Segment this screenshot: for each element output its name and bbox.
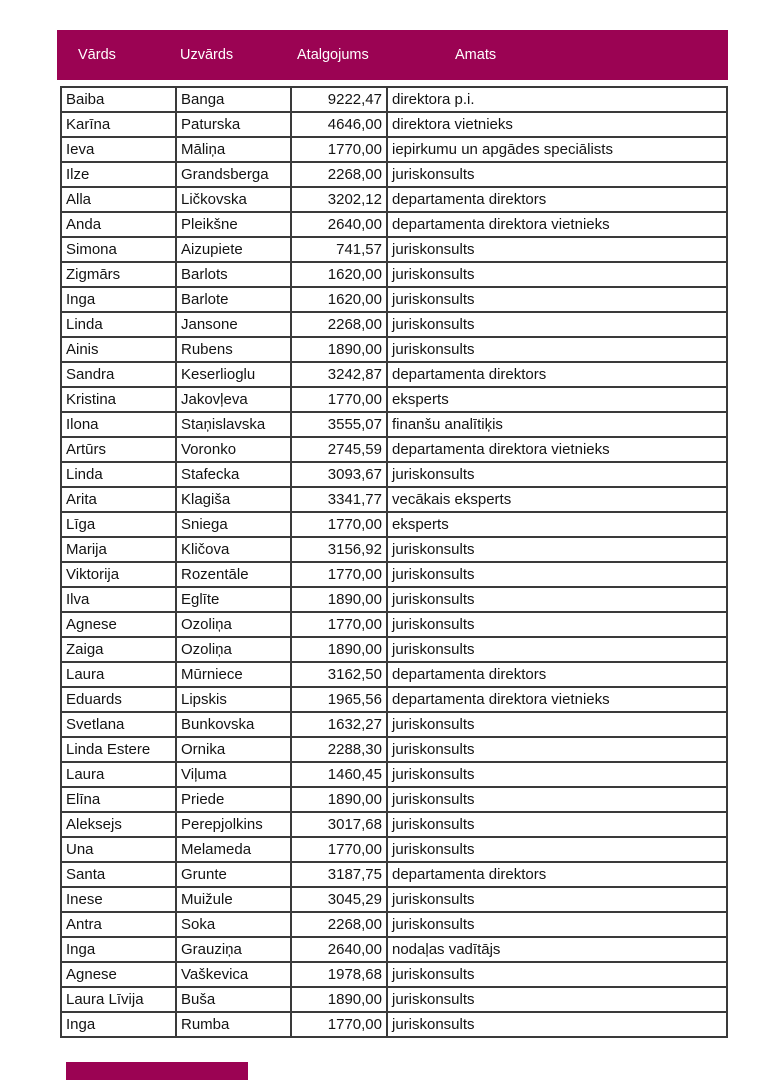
- first-name-cell: Laura: [61, 662, 176, 687]
- last-name-cell: Stafecka: [176, 462, 291, 487]
- last-name-cell: Keserlioglu: [176, 362, 291, 387]
- position-cell: departamenta direktora vietnieks: [387, 437, 727, 462]
- table-row: [61, 912, 727, 937]
- salary-cell: 1770,00: [291, 387, 387, 412]
- first-name-cell: Alla: [61, 187, 176, 212]
- table-row: [61, 687, 727, 712]
- table-row: [61, 737, 727, 762]
- last-name-cell: Lipskis: [176, 687, 291, 712]
- position-cell: vecākais eksperts: [387, 487, 727, 512]
- last-name-cell: Banga: [176, 87, 291, 112]
- first-name-cell: Elīna: [61, 787, 176, 812]
- salary-cell: 3555,07: [291, 412, 387, 437]
- last-name-cell: Eglīte: [176, 587, 291, 612]
- salary-cell: 9222,47: [291, 87, 387, 112]
- salary-cell: 1965,56: [291, 687, 387, 712]
- position-cell: direktora vietnieks: [387, 112, 727, 137]
- first-name-cell: Aleksejs: [61, 812, 176, 837]
- salary-cell: 4646,00: [291, 112, 387, 137]
- position-cell: juriskonsults: [387, 262, 727, 287]
- last-name-cell: Mūrniece: [176, 662, 291, 687]
- first-name-cell: Linda: [61, 312, 176, 337]
- table-row: [61, 262, 727, 287]
- last-name-cell: Ozoliņa: [176, 637, 291, 662]
- table-row: [61, 212, 727, 237]
- table-row: [61, 937, 727, 962]
- last-name-cell: Soka: [176, 912, 291, 937]
- salary-cell: 1770,00: [291, 1012, 387, 1037]
- first-name-cell: Karīna: [61, 112, 176, 137]
- salary-cell: 2640,00: [291, 212, 387, 237]
- first-name-cell: Agnese: [61, 612, 176, 637]
- last-name-cell: Jakovļeva: [176, 387, 291, 412]
- last-name-cell: Barlots: [176, 262, 291, 287]
- first-name-cell: Ilze: [61, 162, 176, 187]
- last-name-cell: Viļuma: [176, 762, 291, 787]
- salary-cell: 2268,00: [291, 912, 387, 937]
- first-name-cell: Inese: [61, 887, 176, 912]
- salary-cell: 1770,00: [291, 612, 387, 637]
- salary-cell: 1770,00: [291, 562, 387, 587]
- position-cell: juriskonsults: [387, 837, 727, 862]
- salary-cell: 2640,00: [291, 937, 387, 962]
- last-name-cell: Grunte: [176, 862, 291, 887]
- position-cell: juriskonsults: [387, 287, 727, 312]
- position-cell: juriskonsults: [387, 1012, 727, 1037]
- position-cell: juriskonsults: [387, 462, 727, 487]
- salary-cell: 1632,27: [291, 712, 387, 737]
- salary-table: [60, 86, 728, 1038]
- position-cell: departamenta direktors: [387, 662, 727, 687]
- table-row: [61, 862, 727, 887]
- table-row: [61, 137, 727, 162]
- column-header-amats: Amats: [455, 47, 497, 63]
- first-name-cell: Līga: [61, 512, 176, 537]
- first-name-cell: Zaiga: [61, 637, 176, 662]
- table-row: [61, 612, 727, 637]
- first-name-cell: Santa: [61, 862, 176, 887]
- first-name-cell: Inga: [61, 1012, 176, 1037]
- position-cell: departamenta direktora vietnieks: [387, 212, 727, 237]
- salary-cell: 2288,30: [291, 737, 387, 762]
- last-name-cell: Vaškevica: [176, 962, 291, 987]
- first-name-cell: Simona: [61, 237, 176, 262]
- table-row: [61, 187, 727, 212]
- salary-cell: 3017,68: [291, 812, 387, 837]
- table-row: [61, 87, 727, 112]
- position-cell: juriskonsults: [387, 762, 727, 787]
- position-cell: juriskonsults: [387, 587, 727, 612]
- first-name-cell: Artūrs: [61, 437, 176, 462]
- salary-cell: 3242,87: [291, 362, 387, 387]
- last-name-cell: Pleikšne: [176, 212, 291, 237]
- last-name-cell: Barlote: [176, 287, 291, 312]
- first-name-cell: Linda: [61, 462, 176, 487]
- last-name-cell: Māliņa: [176, 137, 291, 162]
- first-name-cell: Laura Līvija: [61, 987, 176, 1012]
- last-name-cell: Buša: [176, 987, 291, 1012]
- salary-cell: 3156,92: [291, 537, 387, 562]
- salary-cell: 741,57: [291, 237, 387, 262]
- salary-cell: 3162,50: [291, 662, 387, 687]
- position-cell: nodaļas vadītājs: [387, 937, 727, 962]
- table-row: [61, 587, 727, 612]
- table-row: [61, 112, 727, 137]
- first-name-cell: Una: [61, 837, 176, 862]
- position-cell: eksperts: [387, 512, 727, 537]
- salary-cell: 1890,00: [291, 987, 387, 1012]
- first-name-cell: Inga: [61, 287, 176, 312]
- position-cell: juriskonsults: [387, 962, 727, 987]
- table-header-bar: [57, 30, 728, 80]
- last-name-cell: Grauziņa: [176, 937, 291, 962]
- table-row: [61, 437, 727, 462]
- first-name-cell: Laura: [61, 762, 176, 787]
- table-row: [61, 537, 727, 562]
- first-name-cell: Zigmārs: [61, 262, 176, 287]
- position-cell: juriskonsults: [387, 537, 727, 562]
- last-name-cell: Perepjolkins: [176, 812, 291, 837]
- table-row: [61, 637, 727, 662]
- salary-cell: 1890,00: [291, 337, 387, 362]
- table-row: [61, 887, 727, 912]
- first-name-cell: Ainis: [61, 337, 176, 362]
- salary-cell: 2745,59: [291, 437, 387, 462]
- last-name-cell: Ornika: [176, 737, 291, 762]
- salary-cell: 1890,00: [291, 787, 387, 812]
- first-name-cell: Ilva: [61, 587, 176, 612]
- table-row: [61, 387, 727, 412]
- first-name-cell: Sandra: [61, 362, 176, 387]
- position-cell: departamenta direktors: [387, 187, 727, 212]
- salary-cell: 3187,75: [291, 862, 387, 887]
- last-name-cell: Priede: [176, 787, 291, 812]
- table-row: [61, 337, 727, 362]
- table-row: [61, 787, 727, 812]
- table-row: [61, 962, 727, 987]
- position-cell: juriskonsults: [387, 712, 727, 737]
- first-name-cell: Svetlana: [61, 712, 176, 737]
- last-name-cell: Ozoliņa: [176, 612, 291, 637]
- position-cell: departamenta direktora vietnieks: [387, 687, 727, 712]
- last-name-cell: Grandsberga: [176, 162, 291, 187]
- salary-cell: 1620,00: [291, 262, 387, 287]
- table-row: [61, 662, 727, 687]
- salary-cell: 3341,77: [291, 487, 387, 512]
- first-name-cell: Baiba: [61, 87, 176, 112]
- first-name-cell: Marija: [61, 537, 176, 562]
- position-cell: juriskonsults: [387, 337, 727, 362]
- position-cell: juriskonsults: [387, 237, 727, 262]
- table-row: [61, 237, 727, 262]
- column-header-uzvards: Uzvārds: [180, 47, 234, 63]
- table-row: [61, 462, 727, 487]
- first-name-cell: Kristina: [61, 387, 176, 412]
- table-row: [61, 362, 727, 387]
- position-cell: juriskonsults: [387, 812, 727, 837]
- position-cell: direktora p.i.: [387, 87, 727, 112]
- position-cell: finanšu analītiķis: [387, 412, 727, 437]
- position-cell: iepirkumu un apgādes speciālists: [387, 137, 727, 162]
- last-name-cell: Ličkovska: [176, 187, 291, 212]
- salary-cell: 3202,12: [291, 187, 387, 212]
- table-row: [61, 487, 727, 512]
- first-name-cell: Eduards: [61, 687, 176, 712]
- first-name-cell: Antra: [61, 912, 176, 937]
- salary-cell: 1890,00: [291, 637, 387, 662]
- salary-cell: 2268,00: [291, 312, 387, 337]
- salary-cell: 1770,00: [291, 837, 387, 862]
- position-cell: juriskonsults: [387, 612, 727, 637]
- position-cell: juriskonsults: [387, 312, 727, 337]
- table-row: [61, 562, 727, 587]
- last-name-cell: Bunkovska: [176, 712, 291, 737]
- last-name-cell: Voronko: [176, 437, 291, 462]
- position-cell: juriskonsults: [387, 787, 727, 812]
- first-name-cell: Ieva: [61, 137, 176, 162]
- column-header-vards: Vārds: [78, 47, 116, 63]
- position-cell: juriskonsults: [387, 887, 727, 912]
- last-name-cell: Rozentāle: [176, 562, 291, 587]
- last-name-cell: Melameda: [176, 837, 291, 862]
- salary-cell: 1770,00: [291, 137, 387, 162]
- last-name-cell: Staņislavska: [176, 412, 291, 437]
- salary-cell: 1620,00: [291, 287, 387, 312]
- position-cell: juriskonsults: [387, 737, 727, 762]
- last-name-cell: Rubens: [176, 337, 291, 362]
- table-row: [61, 512, 727, 537]
- first-name-cell: Arita: [61, 487, 176, 512]
- position-cell: juriskonsults: [387, 162, 727, 187]
- last-name-cell: Muižule: [176, 887, 291, 912]
- table-row: [61, 287, 727, 312]
- salary-cell: 1770,00: [291, 512, 387, 537]
- table-row: [61, 412, 727, 437]
- table-row: [61, 837, 727, 862]
- table-row: [61, 762, 727, 787]
- first-name-cell: Ilona: [61, 412, 176, 437]
- salary-cell: 1978,68: [291, 962, 387, 987]
- last-name-cell: Rumba: [176, 1012, 291, 1037]
- salary-cell: 2268,00: [291, 162, 387, 187]
- last-name-cell: Paturska: [176, 112, 291, 137]
- table-row: [61, 312, 727, 337]
- first-name-cell: Linda Estere: [61, 737, 176, 762]
- salary-cell: 3093,67: [291, 462, 387, 487]
- position-cell: departamenta direktors: [387, 862, 727, 887]
- next-page-header-bar: [66, 1062, 248, 1080]
- first-name-cell: Anda: [61, 212, 176, 237]
- last-name-cell: Kličova: [176, 537, 291, 562]
- table-row: [61, 1012, 727, 1037]
- position-cell: departamenta direktors: [387, 362, 727, 387]
- position-cell: juriskonsults: [387, 987, 727, 1012]
- salary-cell: 3045,29: [291, 887, 387, 912]
- table-row: [61, 162, 727, 187]
- column-header-atalgojums: Atalgojums: [297, 47, 369, 63]
- first-name-cell: Viktorija: [61, 562, 176, 587]
- table-row: [61, 812, 727, 837]
- position-cell: juriskonsults: [387, 637, 727, 662]
- first-name-cell: Agnese: [61, 962, 176, 987]
- salary-cell: 1890,00: [291, 587, 387, 612]
- position-cell: eksperts: [387, 387, 727, 412]
- position-cell: juriskonsults: [387, 562, 727, 587]
- salary-cell: 1460,45: [291, 762, 387, 787]
- table-row: [61, 712, 727, 737]
- table-row: [61, 987, 727, 1012]
- position-cell: juriskonsults: [387, 912, 727, 937]
- last-name-cell: Aizupiete: [176, 237, 291, 262]
- last-name-cell: Jansone: [176, 312, 291, 337]
- first-name-cell: Inga: [61, 937, 176, 962]
- last-name-cell: Sniega: [176, 512, 291, 537]
- last-name-cell: Klagiša: [176, 487, 291, 512]
